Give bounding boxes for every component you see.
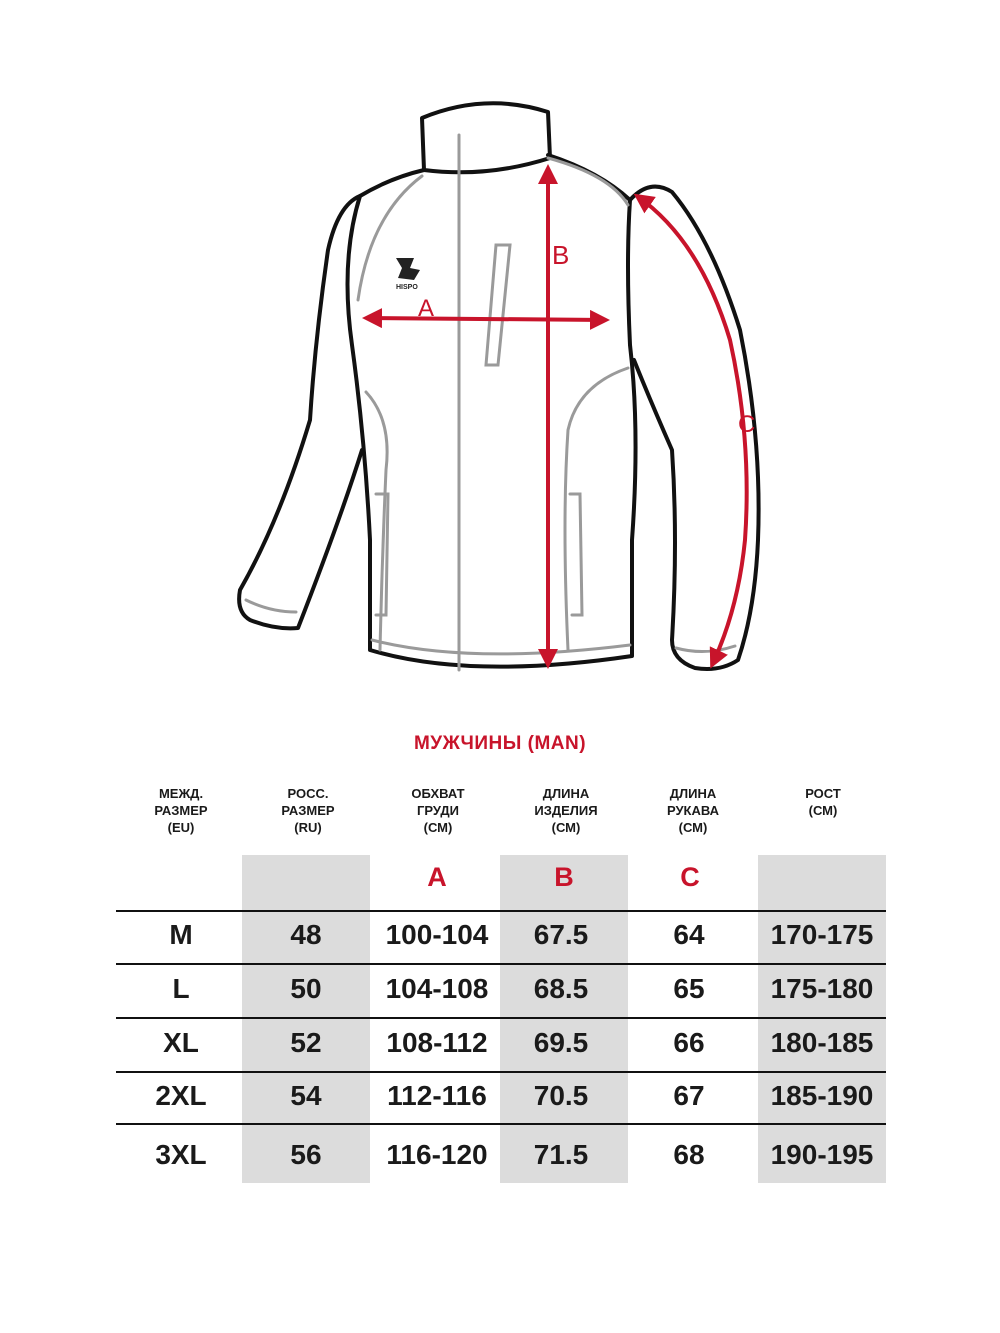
cell-height: 170-175 xyxy=(770,919,874,950)
shade-height-column xyxy=(758,855,886,1183)
cell-eu-size: L xyxy=(172,973,190,1004)
cell-ru-size: 52 xyxy=(290,1027,322,1058)
cell-chest: 112-116 xyxy=(387,1080,487,1111)
header-height xyxy=(758,785,888,819)
cell-chest: 116-120 xyxy=(386,1139,488,1170)
header-chest xyxy=(373,785,503,836)
cell-eu-size: XL xyxy=(163,1027,199,1058)
row-divider xyxy=(116,1017,886,1019)
size-table-title: МУЖЧИНЫ (MAN) xyxy=(413,733,587,754)
header-line: (СМ) xyxy=(808,803,838,818)
measure-b-label: B xyxy=(552,240,570,270)
header-line: РОСТ xyxy=(805,786,841,801)
measure-a-label: A xyxy=(418,295,435,322)
cell-eu-size: 2XL xyxy=(155,1080,207,1111)
measure-c-arrow xyxy=(637,196,747,665)
header-line: (RU) xyxy=(294,820,322,835)
jacket-right-pocket-seam xyxy=(565,368,628,650)
header-line: (EU) xyxy=(167,820,195,835)
letter-c: C xyxy=(680,862,700,892)
jacket-left-sleeve xyxy=(239,196,362,628)
header-line: (СМ) xyxy=(678,820,708,835)
jacket-collar xyxy=(422,103,550,172)
measure-c-label: C xyxy=(738,411,756,438)
header-line: РУКАВА xyxy=(666,803,720,818)
header-line: ГРУДИ xyxy=(417,803,459,818)
shade-ru-column xyxy=(242,855,370,1183)
header-line: ИЗДЕЛИЯ xyxy=(534,803,598,818)
jacket-chest-pocket xyxy=(486,245,510,365)
cell-sleeve: 64 xyxy=(673,919,705,950)
cell-sleeve: 66 xyxy=(673,1027,705,1058)
brand-logo-text: HISPO xyxy=(396,284,418,291)
row-divider xyxy=(116,963,886,965)
row-divider xyxy=(116,1071,886,1073)
cell-height: 175-180 xyxy=(770,973,874,1004)
jacket-hem xyxy=(372,640,630,654)
cell-height: 190-195 xyxy=(770,1139,874,1170)
cell-chest: 100-104 xyxy=(385,919,489,950)
header-eu-size xyxy=(116,785,246,836)
cell-eu-size: M xyxy=(169,919,193,950)
cell-length: 71.5 xyxy=(533,1139,589,1170)
row-divider xyxy=(116,910,886,912)
cell-length: 67.5 xyxy=(533,919,589,950)
cell-length: 68.5 xyxy=(533,973,589,1004)
cell-ru-size: 54 xyxy=(290,1080,322,1111)
header-line: МЕЖД. xyxy=(158,786,204,801)
brand-logo-icon xyxy=(396,258,420,280)
header-line: (СМ) xyxy=(551,820,581,835)
header-line: РОСС. xyxy=(287,786,329,801)
header-ru-size xyxy=(243,785,373,836)
cell-ru-size: 50 xyxy=(290,973,322,1004)
cell-length: 70.5 xyxy=(533,1080,589,1111)
jacket-body xyxy=(348,155,636,667)
header-line: (СМ) xyxy=(423,820,453,835)
jacket-right-raglan xyxy=(548,158,628,205)
jacket-right-cuff xyxy=(676,646,735,652)
shade-length-column xyxy=(500,855,628,1183)
cell-height: 180-185 xyxy=(770,1027,874,1058)
cell-ru-size: 56 xyxy=(290,1139,322,1170)
letter-a: A xyxy=(427,862,447,892)
header-line: РАЗМЕР xyxy=(154,803,208,818)
cell-sleeve: 65 xyxy=(673,973,705,1004)
cell-height: 185-190 xyxy=(770,1080,874,1111)
cell-eu-size: 3XL xyxy=(155,1139,207,1170)
cell-chest: 104-108 xyxy=(385,973,489,1004)
cell-chest: 108-112 xyxy=(386,1027,488,1058)
cell-length: 69.5 xyxy=(533,1027,589,1058)
jacket-left-raglan xyxy=(358,176,422,300)
measure-a-arrow xyxy=(366,318,606,320)
letter-b: B xyxy=(554,862,574,892)
row-divider xyxy=(116,1123,886,1125)
jacket-right-pocket xyxy=(570,494,582,615)
cell-sleeve: 67 xyxy=(673,1080,705,1111)
jacket-left-cuff xyxy=(246,600,296,612)
header-line: ДЛИНА xyxy=(542,786,590,801)
cell-ru-size: 48 xyxy=(290,919,322,950)
header-line: ДЛИНА xyxy=(669,786,717,801)
header-sleeve xyxy=(628,785,758,836)
header-line: ОБХВАТ xyxy=(411,786,465,801)
header-line: РАЗМЕР xyxy=(281,803,335,818)
header-length xyxy=(501,785,631,836)
cell-sleeve: 68 xyxy=(673,1139,705,1170)
